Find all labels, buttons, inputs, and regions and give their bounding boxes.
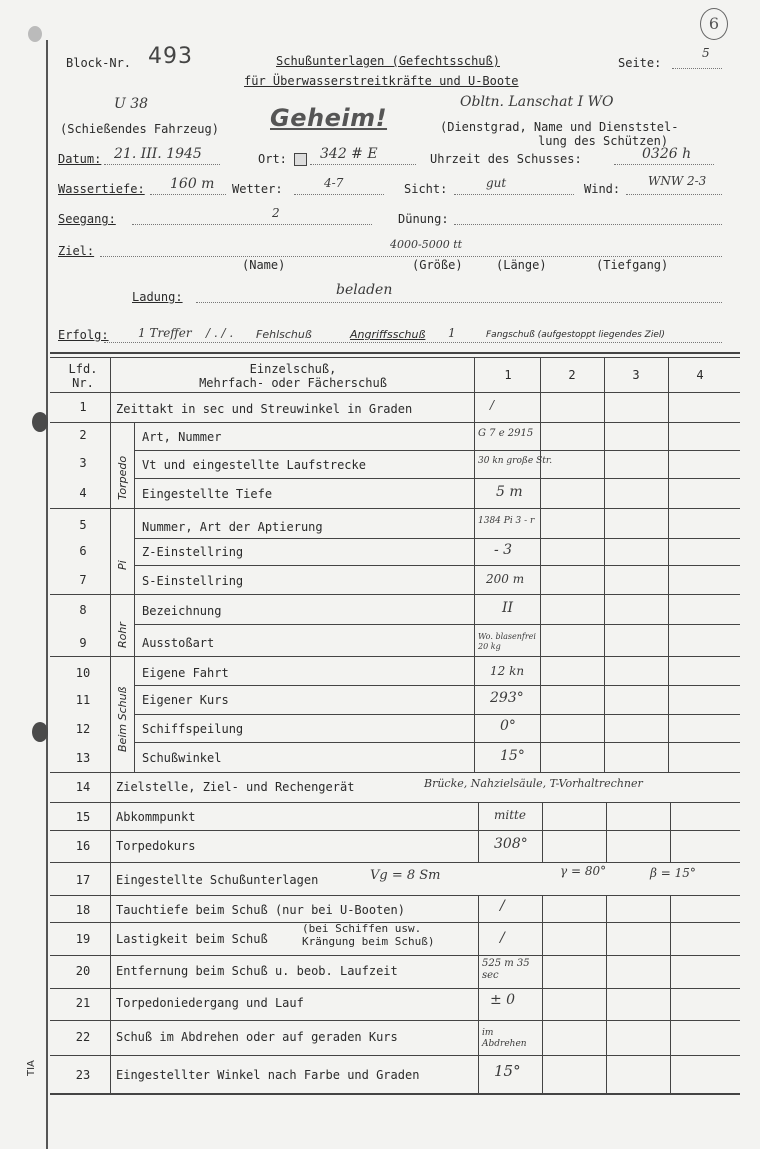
ziel-groesse-label: (Größe): [412, 258, 463, 272]
uhrzeit-value: 0326 h: [642, 146, 692, 162]
ziel-laenge-label: (Länge): [496, 258, 547, 272]
row-value-col1: 200 m: [486, 572, 525, 586]
ziel-name-label: (Name): [242, 258, 286, 272]
wind-label: Wind:: [584, 182, 621, 196]
margin-mark: TIA: [26, 1060, 37, 1076]
grid-square-icon: [294, 153, 307, 166]
row-value-col1: 5 m: [496, 484, 523, 500]
form-page: 6 Block-Nr. 493 Schußunterlagen (Gefechtsschuß) Seite: 5 für Überwasserstreitkräfte und U-Boote U 38 (Schießendes Fahrzeug) Geheim! Obltn. Lanschat I WO (Dienstgrad, Name und Dienststel- lung des Schützen) Datum: 21. III. 1945 Ort: 342 # E Uhrzeit des Schusses: 0326 h Wassertiefe: 160 m Wetter: 4-7 Sicht: gut Wind: WNW 2-3 Seegang: 2 Dünung: Ziel: 4000-5000 tt (Name) (Größe) (Länge) (Tiefgang) Ladung: beladen Erfolg: 1 Treffer / . / . Fehlschuß Angriffsschuß 1 Fangschuß (aufgestoppt liegendes Ziel) Lfd. Nr. Einzelschuß, Mehrfach- oder Fächerschuß 1 2 3 4 Torpedo Pi Rohr Beim Schuß 1 Zeittakt in sec und Streuwinkel in Graden / 2 Art, Nummer G 7 e 2915 3 Vt und eingestellte Laufstrecke 30 kn große Str. 4 Eingestellte Tiefe 5 m 5 Nummer, Art der Aptierung 1384 Pi 3 - r 6 Z-Einstellring - 3 7 S-Einstellring 200 m 8 Bezeichnung II 9 Ausstoßart Wo. blasenfrei 20 kg 10 Eigene Fahrt 12 kn 11 Eigener Kurs 293° 12 Schiffspeilung 0° 13 Schußwinkel 15° 14 Zielstelle, Ziel- und Rechengerät Brücke, Nahzielsäule, T-Vorhaltrechner 15 Abkommpunkt mitte 16 Torpedokurs 308° 17 Eingestellte Schußunterlagen Vg = 8 Sm γ = 80° β = 15° 18 Tauchtiefe beim Schuß (nur bei U-Booten) / 19 Lastigkeit beim Schuß (bei Schiffen usw. Krängung beim Schuß) / 20 Entfernung beim Schuß u. beob. Laufzeit 525 m 35 sec 21 Torpedoniedergang und Lauf ± 0 22 Schuß im Abdrehen oder auf geraden Kurs im Abdrehen 23 Eingestellter Winkel nach Farbe und Graden 15° TIA: [0, 0, 760, 1149]
erfolg-label: Erfolg:: [58, 328, 109, 342]
group-label-torpedo: Torpedo: [116, 455, 129, 500]
group-label-rohr: Rohr: [116, 622, 129, 648]
row-value-col1: - 3: [494, 542, 513, 558]
row-nr: 6: [79, 544, 87, 558]
row-label: Zielstelle, Ziel- und Rechengerät: [116, 780, 355, 794]
row-nr: 12: [75, 722, 91, 736]
row-value-col1: /: [500, 930, 505, 946]
row-value-col1: 308°: [494, 836, 528, 852]
row-label: Lastigkeit beim Schuß: [116, 932, 268, 946]
row-label: Bezeichnung: [142, 604, 222, 618]
sicht-value: gut: [486, 176, 507, 190]
row-value-col1: 525 m 35 sec: [482, 958, 530, 981]
row-label-note-b: Krängung beim Schuß): [302, 935, 435, 948]
ziel-groesse-value: 4000-5000 tt: [390, 238, 463, 251]
wetter-value: 4-7: [324, 176, 344, 190]
row-value-col1: 15°: [494, 1062, 521, 1080]
row-nr: 14: [75, 780, 91, 794]
row-nr: 5: [79, 518, 87, 532]
wassertiefe-value: 160 m: [170, 176, 215, 192]
row-value-col1: 1384 Pi 3 - r: [478, 516, 535, 526]
row-value-col1: G 7 e 2915: [478, 428, 534, 439]
row-label: Vt und eingestellte Laufstrecke: [142, 458, 366, 472]
row-label: Tauchtiefe beim Schuß (nur bei U-Booten): [116, 903, 405, 917]
seite-value: 5: [702, 46, 710, 60]
table-head-col-2: 2: [568, 368, 576, 382]
table-head-title-2: Mehrfach- oder Fächerschuß: [199, 376, 387, 390]
row-nr: 23: [75, 1068, 91, 1082]
block-label: Block-Nr.: [66, 56, 132, 70]
row-nr: 17: [75, 873, 91, 887]
ladung-value: beladen: [336, 282, 393, 298]
row-nr: 19: [75, 932, 91, 946]
table-head-title-1: Einzelschuß,: [249, 362, 337, 376]
row-label: Entfernung beim Schuß u. beob. Laufzeit: [116, 964, 398, 978]
row-value-col1: 0°: [500, 718, 516, 734]
row-nr: 21: [75, 996, 91, 1010]
table-head-col-3: 3: [632, 368, 640, 382]
page-circle-number: 6: [700, 8, 728, 40]
row-nr: 9: [79, 636, 87, 650]
row-label: Schiffspeilung: [142, 722, 244, 736]
row-value-col1: Brücke, Nahzielsäule, T-Vorhaltrechner: [424, 777, 643, 790]
row-nr: 8: [79, 603, 87, 617]
row-nr: 16: [75, 839, 91, 853]
margin-line: [46, 40, 48, 1149]
row-label: Torpedokurs: [116, 839, 196, 853]
row-label: Eingestellter Winkel nach Farbe und Graden: [116, 1068, 420, 1082]
row-label: Schußwinkel: [142, 751, 222, 765]
row-nr: 13: [75, 751, 91, 765]
row-value-col1: im Abdrehen: [482, 1028, 527, 1049]
row-label: Zeittakt in sec und Streuwinkel in Graden: [116, 402, 413, 416]
table-head-col-1: 1: [504, 368, 512, 382]
ort-label: Ort:: [258, 152, 287, 166]
table-head-col-4: 4: [696, 368, 704, 382]
row-label: Abkommpunkt: [116, 810, 196, 824]
row-label: Eigener Kurs: [142, 693, 229, 707]
table-head-nr: Lfd. Nr.: [68, 362, 98, 390]
row-label: Eigene Fahrt: [142, 666, 229, 680]
row-value-col1: /: [500, 898, 505, 914]
wassertiefe-label: Wassertiefe:: [58, 182, 145, 196]
row-value-col1: 30 kn große Str.: [478, 456, 553, 466]
row-value-col1: /: [490, 398, 495, 412]
row-nr: 1: [79, 400, 87, 414]
row-nr: 22: [75, 1030, 91, 1044]
punch-hole-lower: [32, 722, 48, 742]
row-label-note-a: (bei Schiffen usw.: [302, 922, 422, 935]
row-label: Nummer, Art der Aptierung: [142, 520, 323, 534]
wind-value: WNW 2-3: [648, 174, 707, 188]
row-label: Z-Einstellring: [142, 545, 244, 559]
vessel-label: (Schießendes Fahrzeug): [60, 122, 219, 136]
row-nr: 10: [75, 666, 91, 680]
row-nr: 7: [79, 573, 87, 587]
row-value-col1: 293°: [490, 690, 524, 706]
ladung-label: Ladung:: [132, 290, 183, 304]
row-value-col1: 15°: [500, 748, 525, 764]
seegang-value: 2: [272, 206, 280, 220]
vessel-value: U 38: [114, 96, 149, 112]
form-title-line2: für Überwasserstreitkräfte und U-Boote: [244, 74, 519, 88]
seegang-label: Seegang:: [58, 212, 116, 226]
row-nr: 18: [75, 903, 91, 917]
erfolg-fangschuss: Fangschuß (aufgestoppt liegendes Ziel): [486, 330, 665, 340]
group-label-pi: Pi: [116, 560, 129, 570]
seite-label: Seite:: [618, 56, 662, 70]
block-number: 493: [148, 44, 193, 69]
wetter-label: Wetter:: [232, 182, 283, 196]
row-value-col2: γ = 80°: [560, 864, 607, 878]
row-label: Eingestellte Schußunterlagen: [116, 873, 319, 887]
ort-value: 342 # E: [320, 146, 378, 162]
datum-value: 21. III. 1945: [114, 146, 202, 162]
erfolg-fehlschuss: Fehlschuß: [256, 328, 312, 341]
ziel-label: Ziel:: [58, 244, 95, 258]
row-value-col1: 12 kn: [490, 664, 525, 678]
erfolg-angriffsschuss-value: 1: [448, 326, 456, 340]
group-label-beim-schuss: Beim Schuß: [116, 686, 129, 752]
duenung-label: Dünung:: [398, 212, 449, 226]
row-value-col1: ± 0: [490, 992, 516, 1008]
form-title-line1: Schußunterlagen (Gefechtsschuß): [276, 54, 500, 68]
row-value-col1: II: [502, 600, 514, 616]
row-value-col3: β = 15°: [650, 866, 696, 880]
row-label: Art, Nummer: [142, 430, 222, 444]
row-nr: 11: [75, 693, 91, 707]
sicht-label: Sicht:: [404, 182, 448, 196]
erfolg-treffer: 1 Treffer: [138, 326, 192, 340]
ziel-tiefgang-label: (Tiefgang): [596, 258, 669, 272]
row-label: Eingestellte Tiefe: [142, 487, 273, 501]
row-nr: 15: [75, 810, 91, 824]
shooter-label-2: lung des Schützen): [538, 134, 669, 148]
row-value-col1: Vg = 8 Sm: [370, 868, 441, 883]
row-label: Ausstoßart: [142, 636, 215, 650]
uhrzeit-label: Uhrzeit des Schusses:: [430, 152, 582, 166]
row-label: Schuß im Abdrehen oder auf geraden Kurs: [116, 1030, 398, 1044]
erfolg-angriffsschuss: Angriffsschuß: [350, 328, 426, 341]
shooter-value: Obltn. Lanschat I WO: [460, 94, 614, 110]
row-nr: 20: [75, 964, 91, 978]
row-nr: 2: [79, 428, 87, 442]
row-nr: 3: [79, 456, 87, 470]
punch-hole-top: [28, 26, 42, 42]
punch-hole-upper: [32, 412, 48, 432]
row-nr: 4: [79, 486, 87, 500]
datum-label: Datum:: [58, 152, 102, 166]
row-label: S-Einstellring: [142, 574, 244, 588]
geheim-stamp: Geheim!: [270, 104, 388, 132]
row-value-col1: mitte: [494, 808, 526, 822]
row-label: Torpedoniedergang und Lauf: [116, 996, 304, 1010]
shooter-label-1: (Dienstgrad, Name und Dienststel-: [440, 120, 679, 134]
row-value-col1: Wo. blasenfrei 20 kg: [478, 632, 536, 651]
